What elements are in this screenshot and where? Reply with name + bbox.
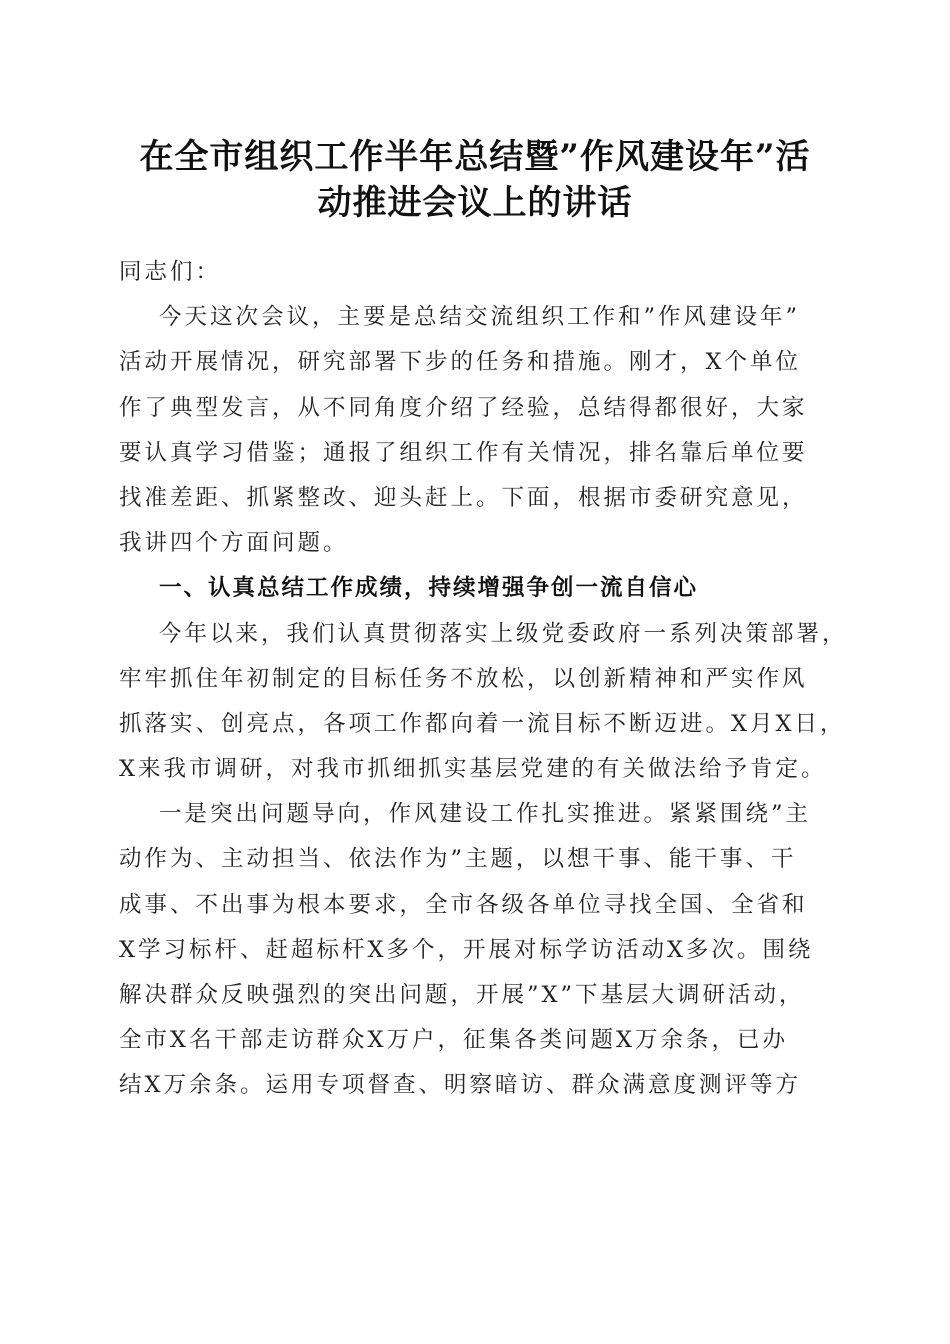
paragraph-line: 作了典型发言，从不同角度介绍了经验，总结得都很好，大家 (119, 394, 808, 421)
title-line-1: 在全市组织工作半年总结暨”作风建设年”活 (139, 137, 811, 177)
paragraph-line: 全市X名干部走访群众X万户，征集各类问题X万余条，已办 (119, 1027, 789, 1054)
paragraph-line: 一是突出问题导向，作风建设工作扎实推进。紧紧围绕”主 (159, 801, 812, 828)
paragraph-line: 活动开展情况，研究部署下步的任务和措施。刚才，X个单位 (119, 349, 802, 376)
paragraph-line: 今年以来，我们认真贯彻落实上级党委政府一系列决策部署， (159, 620, 848, 647)
paragraph-point-one (119, 792, 831, 1108)
paragraph-achievements (119, 612, 848, 793)
paragraph-line: 要认真学习借鉴；通报了组织工作有关情况，排名靠后单位要 (119, 439, 808, 466)
paragraph-line: 找准差距、抓紧整改、迎头赶上。下面，根据市委研究意见， (119, 484, 808, 511)
paragraph-line: 我讲四个方面问题。 (119, 530, 349, 557)
document-title (100, 134, 850, 226)
paragraph-line: X来我市调研，对我市抓细抓实基层党建的有关做法给予肯定。 (119, 756, 827, 783)
paragraph-line: 成事、不出事为根本要求，全市各级各单位寻找全国、全省和 (119, 891, 808, 918)
salutation: 同志们： (119, 259, 222, 285)
paragraph-intro (119, 295, 831, 566)
paragraph-line: 今天这次会议，主要是总结交流组织工作和”作风建设年” (159, 304, 801, 331)
document-body (119, 250, 848, 1109)
paragraph-line: X学习标杆、赶超标杆X多个，开展对标学访活动X多次。围绕 (119, 936, 814, 963)
paragraph-line: 抓落实、创亮点，各项工作都向着一流目标不断迈进。X月X日， (119, 710, 846, 737)
section-heading: 一、认真总结工作成绩，持续增强争创一流自信心 (159, 575, 699, 602)
paragraph-line: 牢牢抓住年初制定的目标任务不放松，以创新精神和严实作风 (119, 665, 808, 692)
paragraph-line: 解决群众反映强烈的突出问题，开展”X”下基层大调研活动， (119, 982, 805, 1008)
paragraph-line: 动作为、主动担当、依法作为”主题，以想干事、能干事、干 (119, 846, 797, 873)
paragraph-line: 结X万余条。运用专项督查、明察暗访、群众满意度测评等方 (119, 1072, 802, 1099)
title-line-2: 动推进会议上的讲话 (317, 183, 633, 223)
